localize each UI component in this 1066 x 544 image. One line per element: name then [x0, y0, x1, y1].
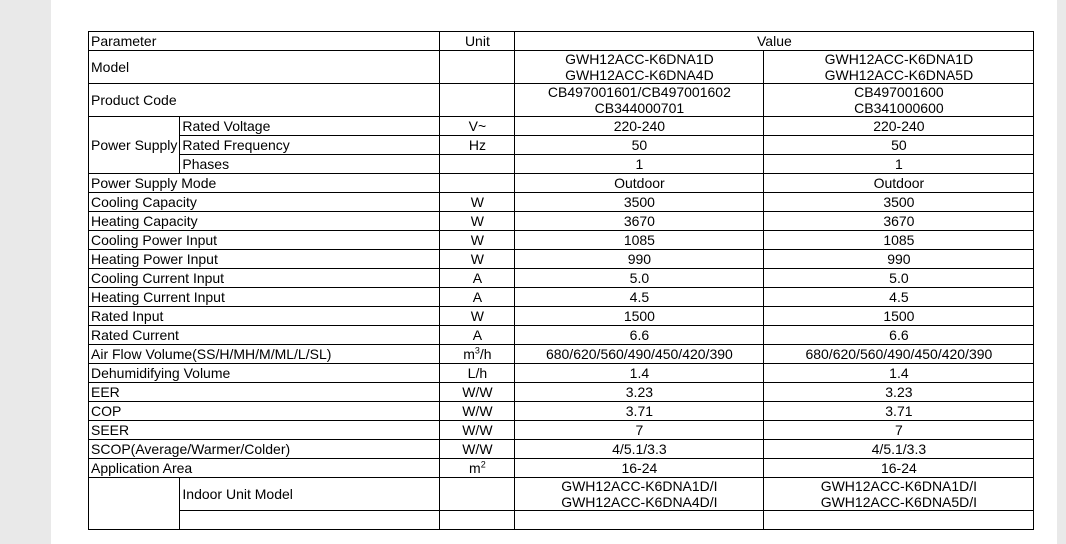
- table-row: [89, 269, 1034, 288]
- row-unit: [440, 511, 515, 530]
- row-value-a: 50: [515, 136, 764, 155]
- table-row: [89, 459, 1034, 478]
- row-unit: $m^3/h$: [440, 345, 515, 364]
- row-unit: [440, 478, 515, 511]
- row-label: Heating Current Input: [89, 288, 440, 307]
- table-row-rated-voltage: [89, 117, 1034, 136]
- row-value-a: 1.4: [515, 364, 764, 383]
- row-value-a: 1: [515, 155, 764, 174]
- table-row-phases: [89, 155, 1034, 174]
- row-unit: V~: [440, 117, 515, 136]
- row-value-a: 680/620/560/490/450/420/390: [515, 345, 764, 364]
- row-value-a: Outdoor: [515, 174, 764, 193]
- row-label: Rated Frequency: [180, 136, 440, 155]
- row-value-b: 5.0: [764, 269, 1034, 288]
- table-row: [89, 440, 1034, 459]
- row-label: Power Supply Mode: [89, 174, 440, 193]
- row-value-b: Outdoor: [764, 174, 1034, 193]
- table-row: [89, 174, 1034, 193]
- row-label: [180, 511, 440, 530]
- row-value-a: 3500: [515, 193, 764, 212]
- table-row: [89, 231, 1034, 250]
- row-value-a: 7: [515, 421, 764, 440]
- row-value-b: 50: [764, 136, 1034, 155]
- header-unit: Unit: [440, 32, 515, 51]
- row-unit: A: [440, 288, 515, 307]
- row-value-b: GWH12ACC-K6DNA1D GWH12ACC-K6DNA5D: [764, 51, 1034, 84]
- row-value-b: 6.6: [764, 326, 1034, 345]
- row-label: SCOP(Average/Warmer/Colder): [89, 440, 440, 459]
- row-label: Product Code: [89, 84, 440, 117]
- row-unit: [440, 51, 515, 84]
- row-value-b: 3.23: [764, 383, 1034, 402]
- table-row: [89, 307, 1034, 326]
- row-unit: A: [440, 269, 515, 288]
- row-label: EER: [89, 383, 440, 402]
- row-label: Model: [89, 51, 440, 84]
- row-label: Heating Capacity: [89, 212, 440, 231]
- row-label: Dehumidifying Volume: [89, 364, 440, 383]
- row-value-b: 1.4: [764, 364, 1034, 383]
- row-label: Indoor Unit Model: [180, 478, 440, 511]
- table-row: [89, 421, 1034, 440]
- row-value-b: 3670: [764, 212, 1034, 231]
- row-unit: W/W: [440, 440, 515, 459]
- row-value-b: 680/620/560/490/450/420/390: [764, 345, 1034, 364]
- row-value-b: GWH12ACC-K6DNA1D/I GWH12ACC-K6DNA5D/I: [764, 478, 1034, 511]
- row-value-b: 4.5: [764, 288, 1034, 307]
- table-row: [89, 193, 1034, 212]
- table-row: [89, 326, 1034, 345]
- row-value-b: 1: [764, 155, 1034, 174]
- table-row-model: [89, 51, 1034, 84]
- row-value-a: 990: [515, 250, 764, 269]
- row-label: Phases: [180, 155, 440, 174]
- row-label: Rated Input: [89, 307, 440, 326]
- row-value-a: GWH12ACC-K6DNA1D/I GWH12ACC-K6DNA4D/I: [515, 478, 764, 511]
- table-row: [89, 345, 1034, 364]
- specification-table: [88, 31, 1034, 530]
- row-label: Application Area: [89, 459, 440, 478]
- table-header-row: [89, 32, 1034, 51]
- row-label: Air Flow Volume(SS/H/MH/M/ML/L/SL): [89, 345, 440, 364]
- table-row: [89, 212, 1034, 231]
- row-unit: W: [440, 193, 515, 212]
- row-unit: Hz: [440, 136, 515, 155]
- row-unit: W/W: [440, 421, 515, 440]
- row-unit: A: [440, 326, 515, 345]
- row-value-b: 4/5.1/3.3: [764, 440, 1034, 459]
- row-label: Cooling Capacity: [89, 193, 440, 212]
- row-value-b: 3.71: [764, 402, 1034, 421]
- table-row-next: [89, 511, 1034, 530]
- row-value-a: 220-240: [515, 117, 764, 136]
- row-label: SEER: [89, 421, 440, 440]
- row-value-a: CB497001601/CB497001602 CB344000701: [515, 84, 764, 117]
- row-value-a: 4.5: [515, 288, 764, 307]
- row-value-b: CB497001600 CB341000600: [764, 84, 1034, 117]
- header-parameter: Parameter: [89, 32, 440, 51]
- row-value-b: 3500: [764, 193, 1034, 212]
- table-row: [89, 288, 1034, 307]
- row-label: Cooling Power Input: [89, 231, 440, 250]
- row-value-a: 5.0: [515, 269, 764, 288]
- row-unit: W/W: [440, 383, 515, 402]
- row-value-a: 3670: [515, 212, 764, 231]
- row-label: Rated Current: [89, 326, 440, 345]
- row-value-b: 1500: [764, 307, 1034, 326]
- row-value-a: 3.23: [515, 383, 764, 402]
- row-value-a: 1085: [515, 231, 764, 250]
- row-unit: [440, 174, 515, 193]
- row-value-a: 3.71: [515, 402, 764, 421]
- row-unit: [440, 155, 515, 174]
- row-label: COP: [89, 402, 440, 421]
- row-value-b: 1085: [764, 231, 1034, 250]
- row-unit: [440, 84, 515, 117]
- row-value-b: [764, 511, 1034, 530]
- table-row: [89, 383, 1034, 402]
- table-row: [89, 402, 1034, 421]
- header-value: Value: [515, 32, 1034, 51]
- table-row-rated-frequency: [89, 136, 1034, 155]
- row-value-b: 220-240: [764, 117, 1034, 136]
- row-unit: W/W: [440, 402, 515, 421]
- row-value-a: 4/5.1/3.3: [515, 440, 764, 459]
- document-page: [51, 0, 1057, 544]
- table-row: [89, 250, 1034, 269]
- row-label: Heating Power Input: [89, 250, 440, 269]
- row-unit: L/h: [440, 364, 515, 383]
- row-unit: $m^2$: [440, 459, 515, 478]
- row-value-a: GWH12ACC-K6DNA1D GWH12ACC-K6DNA4D: [515, 51, 764, 84]
- row-unit: W: [440, 250, 515, 269]
- table-row-indoor-unit-model: [89, 478, 1034, 511]
- row-value-b: 7: [764, 421, 1034, 440]
- row-label: Cooling Current Input: [89, 269, 440, 288]
- row-value-a: 6.6: [515, 326, 764, 345]
- row-value-a: 16-24: [515, 459, 764, 478]
- row-label: Rated Voltage: [180, 117, 440, 136]
- row-unit: W: [440, 212, 515, 231]
- power-supply-group-label: Power Supply: [89, 117, 180, 174]
- row-value-a: [515, 511, 764, 530]
- table-row: [89, 364, 1034, 383]
- row-value-a: 1500: [515, 307, 764, 326]
- row-unit: W: [440, 307, 515, 326]
- indoor-group-cell: [89, 478, 180, 530]
- table-row-product-code: [89, 84, 1034, 117]
- row-value-b: 16-24: [764, 459, 1034, 478]
- row-unit: W: [440, 231, 515, 250]
- row-value-b: 990: [764, 250, 1034, 269]
